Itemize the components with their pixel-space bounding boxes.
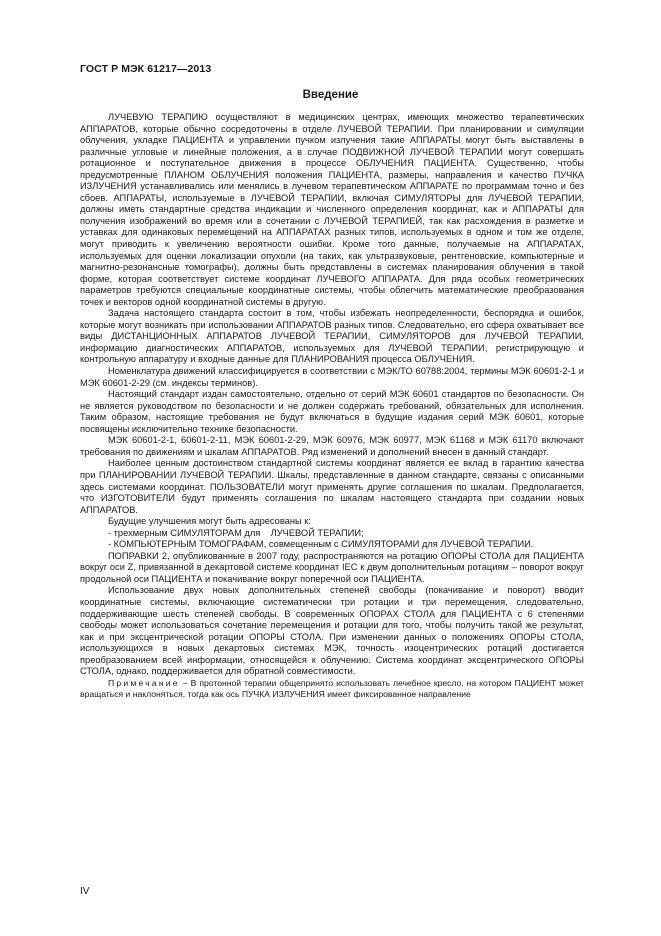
paragraph-nomenclature: Номенклатура движений классифицируется в соответствии с МЭК/ТО 60788:2004, термины МЭК 60601-2-1 и МЭК 60601-2-29 (см. индексы терминов). (80, 366, 584, 388)
paragraph-amendments: ПОПРАВКИ 2, опубликованные в 2007 году, распространяются на ротацию ОПОРЫ СТОЛА для ПАЦИЕНТА вокруг оси Z, привязанной в декартовой системе координат IEC к двум дополнительным ротациям – поворот вокруг продольной оси ПАЦИЕНТА и покачивание вокруг поперечной оси ПАЦИЕНТА. (80, 550, 584, 584)
paragraph-quality: Наиболее ценным достоинством стандартной системы координат является ее вклад в гарантию качества при ПЛАНИРОВАНИИ ЛУЧЕВОЙ ТЕРАПИИ. Шкалы, представленные в данном стандарте, связаны с описанными здесь системами координат. ПОЛЬЗОВАТЕЛИ могут применять другие соглашения по шкалам. Предполагается, что ИЗГОТОВИТЕЛИ будут применять соглашения по шкалам настоящего стандарта при создании новых АППАРАТОВ. (80, 458, 584, 515)
standard-header: ГОСТ Р МЭК 61217—2013 (80, 63, 212, 75)
paragraph-independence: Настоящий стандарт издан самостоятельно, отдельно от серий МЭК 60601 стандартов по безопасности. Он не является руководством по безопасности и не должен содержать требований, обязательных для исполнения. Таким образом, настоящие требования не будут включаться в будущие издания серий МЭК 60601, которые посвящены исключительно технике безопасности. (80, 389, 584, 434)
paragraph-intro: ЛУЧЕВУЮ ТЕРАПИЮ осуществляют в медицинских центрах, имеющих множество терапевтических АППАРАТОВ, которые обычно сосредоточены в отделе ЛУЧЕВОЙ ТЕРАПИИ. При планировании и симуляции облучения, укладке ПАЦИЕНТА и управлении пучком излучения такие АППАРАТЫ могут быть выставлены в различные угловые и линейные положения, а в случае ПОДВИЖНОЙ ЛУЧЕВОЙ ТЕРАПИИ могут совершать ротационное и поступательное движения в процессе ОБЛУЧЕНИЯ ПАЦИЕНТА. Существенно, чтобы предусмотренные ПЛАНОМ ОБЛУЧЕНИЯ положения ПАЦИЕНТА, размеры, направления и качество ПУЧКА ИЗЛУЧЕНИЯ устанавливались или менялись в лучевом терапевтическом АППАРАТЕ по программам точно и без сбоев. АППАРАТЫ, используемые в ЛУЧЕВОЙ ТЕРАПИИ, включая СИМУЛЯТОРЫ для ЛУЧЕВОЙ ТЕРАПИИ, должны иметь стандартные средства индикации и численного определения координат, как и АППАРАТЫ для получения изображений во время или в сочетании с ЛУЧЕВОЙ ТЕРАПИЕЙ, так как расхождения в разметке и уставках для одинаковых перемещений на АППАРАТАХ разных типов, используемых в одном и том же отделе, могут приводить к увеличению вероятности ошибки. Кроме того данные, получаемые на АППАРАТАХ, используемых для оценки локализации опухоли (на таких, как ультразвуковые, рентгеновские, компьютерные и магнитно-резонансные томографы), должны быть представлены в системах планирования облучения в такой форме, которая соответствует системе координат ЛУЧЕВОГО АППАРАТА. Для ряда особых геометрических параметров требуются специальные координатные системы, чтобы облегчить математические преобразования точек и векторов одной координатной системы в другую. (80, 112, 584, 307)
note-paragraph (80, 678, 584, 700)
paragraph-related-standards: МЭК 60601-2-1, 60601-2-11, МЭК 60601-2-29, МЭК 60976, МЭК 60977, МЭК 61168 и МЭК 61170 включают требования по движениям и шкалам АППАРАТОВ. Ряд изменений и дополнений внесен в данный стандарт. (80, 435, 584, 457)
section-title: Введение (302, 89, 359, 101)
paragraph-degrees-of-freedom: Использование двух новых дополнительных степеней свободы (покачивание и поворот) вводит координатные системы, включающие систематически три ротации и три перемещения, следовательно, поддерживающие шесть степеней свободы. В современных ОПОРАХ СТОЛА для ПАЦИЕНТА с 6 степенями свободы может использоваться сочетание перемещения и ротации для того, чтобы получить такой же результат, как и при эксцентрической ротации ОПОРЫ СТОЛА. При изменении данных о положениях ОПОРЫ СТОЛА, использующихся в новых декартовых системах МЭК, точность изоцентрических ротаций достигается преобразованием всей информации, относящейся к облучению. Система координат эксцентрического ОПОРЫ СТОЛА, однако, поддерживается для обратной совместимости. (80, 585, 584, 677)
body-text (80, 112, 584, 699)
list-item-ct: - КОМПЬЮТЕРНЫМ ТОМОГРАФАМ, совмещенным с СИМУЛЯТОРАМИ для ЛУЧЕВОЙ ТЕРАПИИ. (108, 539, 534, 550)
list-item-simulators: - трехмерным СИМУЛЯТОРАМ для ЛУЧЕВОЙ ТЕРАПИИ; (108, 527, 364, 538)
note-label: Примечание (108, 677, 180, 688)
page-number: IV (80, 886, 90, 897)
paragraph-future: Будущие улучшения могут быть адресованы к: (108, 516, 311, 527)
paragraph-task: Задача настоящего стандарта состоит в том, чтобы избежать неопределенности, беспорядка и ошибок, которые могут возникать при использовании АППАРАТОВ разных типов. Следовательно, его сфера охватывает все виды ДИСТАНЦИОННЫХ АППАРАТОВ ЛУЧЕВОЙ ТЕРАПИИ, СИМУЛЯТОРОВ для ЛУЧЕВОЙ ТЕРАПИИ, информацию диагностических АППАРАТОВ, используемых для ЛУЧЕВОЙ ТЕРАПИИ, регистрирующую и контрольную аппаратуру и входные данные для ПЛАНИРОВАНИЯ процесса ОБЛУЧЕНИЯ. (80, 308, 584, 365)
note-text: − В протонной терапии общепринято использовать лечебное кресло, на котором ПАЦИЕНТ может вращаться и наклоняться, тогда как ось ПУЧКА ИЗЛУЧЕНИЯ имеет фиксированное направление (80, 677, 584, 699)
